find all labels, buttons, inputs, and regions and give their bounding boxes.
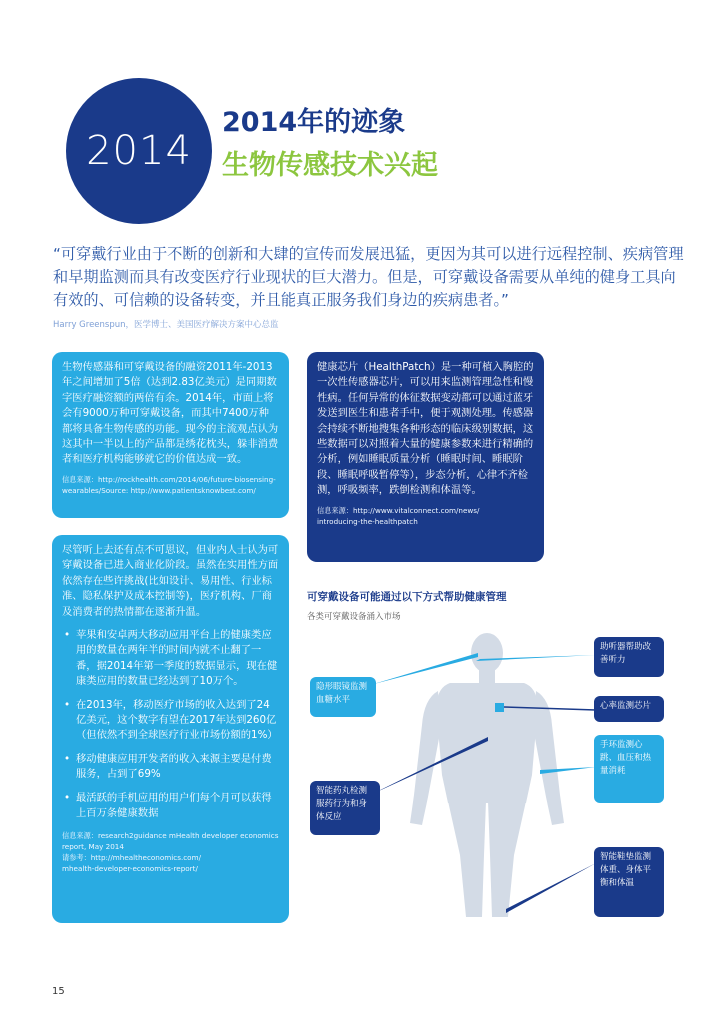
diagram-subtitle: 各类可穿戴设备涌入市场 [307, 612, 401, 622]
mobile-source-line1: 信息来源：research2guidance mHealth developer economics report, May 2014 [62, 830, 279, 851]
mobile-bullet-list [62, 628, 279, 821]
mobile-source [62, 830, 279, 874]
list-item: • 苹果和安卓两大移动应用平台上的健康类应用的数量在两年半的时间内就不止翻了一番，据2014年第一季度的数据显示，现在健康类应用的数量已经达到了10万个。 [76, 628, 279, 690]
chip-marker [495, 703, 504, 712]
mobile-source-line3: mhealth-developer-economics-report/ [62, 863, 198, 873]
label-smart-pill: 智能药丸检测服药行为和身体反应 [310, 781, 380, 835]
list-item: • 移动健康应用开发者的收入来源主要是付费服务，占到了69% [76, 752, 279, 783]
year-text: 2014 [86, 128, 192, 174]
healthpatch-source [317, 505, 534, 527]
label-contact-lens: 隐形眼镜监测血糖水平 [310, 677, 376, 717]
mobile-intro: 尽管听上去还有点不可思议，但业内人士认为可穿戴设备已进入商业化阶段。虽然在实用性方面依然存在些许挑战(比如设计、易用性、行业标准、隐私保护及成本控制等)，医疗机构、厂商及消费者的热情都在逐渐升温。 [62, 544, 279, 618]
healthpatch-source-line1: 信息来源：http://www.vitalconnect.com/news/ [317, 505, 480, 515]
list-item: • 在2013年，移动医疗市场的收入达到了24亿美元，这个数字有望在2017年达到260亿（但依然不到全球医疗行业市场份额的1%） [76, 698, 279, 744]
mobile-source-line2: 请参考：http://mhealtheconomics.com/ [62, 852, 201, 862]
funding-panel [52, 352, 289, 518]
pull-quote: “可穿戴行业由于不断的创新和大肆的宣传而发展迅猛，更因为其可以进行远程控制、疾病管理和早期监测而具有改变医疗行业现状的巨大潜力。但是，可穿戴设备需要从单纯的健身工具向有效的、可信赖的设备转变，并且能真正服务我们身边的疾病患者。” [53, 245, 684, 309]
list-item: • 最活跃的手机应用的用户们每个月可以获得上百万条健康数据 [76, 791, 279, 822]
mobile-health-panel [52, 535, 289, 923]
label-smart-insole: 智能鞋垫监测体重、身体平衡和体温 [594, 847, 664, 917]
funding-source: 信息来源：http://rockhealth.com/2014/06/future-biosensing-wearables/Source: http://www.patientsknowbest.com/ [62, 474, 276, 495]
healthpatch-panel [307, 352, 544, 562]
diagram-title: 可穿戴设备可能通过以下方式帮助健康管理 [307, 591, 507, 603]
label-wristband: 手环监测心跳、血压和热量消耗 [594, 735, 664, 803]
quote-author: Harry Greenspun，医学博士、美国医疗解决方案中心总监 [53, 320, 279, 330]
healthpatch-text: 健康芯片（HealthPatch）是一种可植入胸腔的一次性传感器芯片，可以用来监测管理急性和慢性病。任何异常的体征数据变动都可以通过蓝牙发送到医生和患者手中，便于观测处理。传感器会持续不断地搜集各种形态的临床级别数据，这些数据可以对照着大量的健康参数来进行精确的分析，例如睡眠质量分析（睡眠时间、睡眠阶段、睡眠呼吸暂停等），步态分析，心律不齐检测，呼吸频率，跌倒检测和体温等。 [317, 361, 534, 497]
healthpatch-source-line2: introducing-the-healthpatch [317, 516, 418, 526]
label-hearing-aid: 助听器帮助改善听力 [594, 637, 664, 677]
year-badge [66, 78, 212, 224]
label-heart-rate-chip: 心率监测芯片 [594, 696, 664, 722]
page-title: 2014年的迹象 [222, 107, 406, 138]
wearables-diagram [300, 625, 720, 925]
funding-text: 生物传感器和可穿戴设备的融资2011年-2013年之间增加了5倍（达到2.83亿美元）是同期数字医疗融资额的两倍有余。2014年，市面上将会有9000万种可穿戴设备，而其中7400万种都将具备生物传感的功能。现今的主流观点认为这其中一半以上的产品都是绣花枕头，躲非消费者和医疗机构能够就它的价值达成一致。 [62, 361, 279, 466]
page-subtitle: 生物传感技术兴起 [222, 150, 438, 181]
page-number: 15 [52, 986, 65, 997]
